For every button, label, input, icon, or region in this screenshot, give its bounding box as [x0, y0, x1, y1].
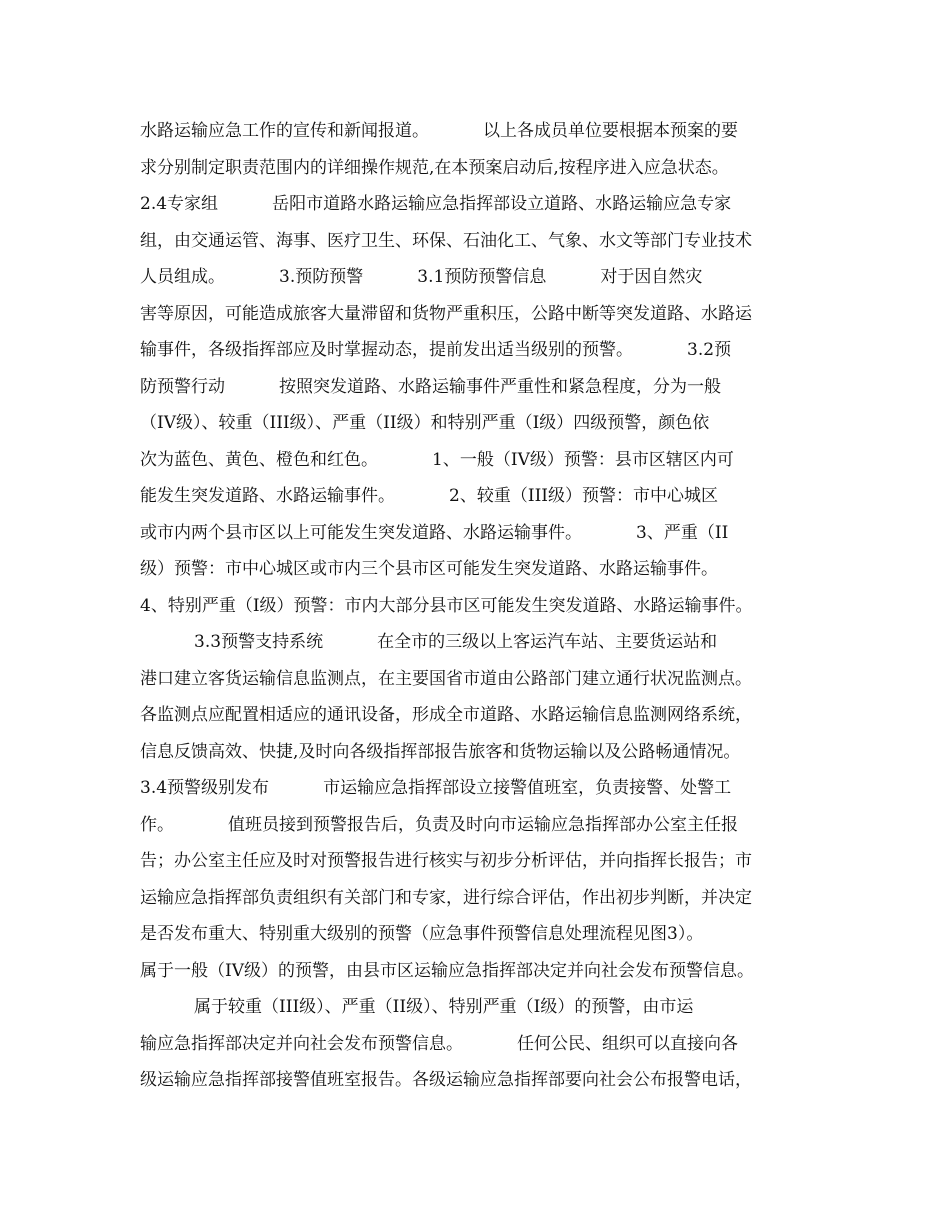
text-line: 3.4预警级别发布 市运输应急指挥部设立接警值班室，负责接警、处警工 [140, 778, 732, 798]
text-line: 或市内两个县市区以上可能发生突发道路、水路运输事件。 3、严重（II [140, 522, 729, 543]
text-line: 运输应急指挥部负责组织有关部门和专家，进行综合评估，作出初步判断，并决定 [140, 887, 752, 908]
text-line: 能发生突发道路、水路运输事件。 2、较重（III级）预警：市中心城区 [140, 486, 718, 506]
text-line: 输应急指挥部决定并向社会发布预警信息。 任何公民、组织可以直接向各 [140, 1033, 739, 1054]
text-line: 4、特别严重（I级）预警：市内大部分县市区可能发生突发道路、水路运输事件。 [140, 595, 753, 616]
text-line: 2.4专家组 岳阳市道路水路运输应急指挥部设立道路、水路运输应急专家 [140, 194, 732, 214]
text-line: 害等原因，可能造成旅客大量滞留和货物严重积压，公路中断等突发道路、水路运 [140, 303, 752, 324]
document-body [140, 113, 840, 1099]
text-line: 是否发布重大、特别重大级别的预警（应急事件预警信息处理流程见图3）。 [140, 924, 704, 944]
text-line: 各监测点应配置相适应的通讯设备，形成全市道路、水路运输信息监测网络系统， [140, 705, 752, 725]
text-line: 级运输应急指挥部接警值班室报告。各级运输应急指挥部要向社会公布报警电话， [140, 1070, 752, 1090]
text-line: 人员组成。 3.预防预警 3.1预防预警信息 对于因自然灾 [140, 267, 703, 287]
text-line: 水路运输应急工作的宣传和新闻报道。 以上各成员单位要根据本预案的要 [140, 121, 739, 141]
text-line: 3.3预警支持系统 在全市的三级以上客运汽车站、主要货运站和 [140, 632, 718, 652]
text-line: 信息反馈高效、快捷,及时向各级指挥部报告旅客和货物运输以及公路畅通情况。 [140, 741, 741, 762]
text-line: 级）预警：市中心城区或市内三个县市区可能发生突发道路、水路运输事件。 [140, 559, 718, 579]
text-line: 组，由交通运管、海事、医疗卫生、环保、石油化工、气象、水文等部门专业技术 [140, 230, 752, 251]
text-line: 输事件，各级指挥部应及时掌握动态，提前发出适当级别的预警。 3.2预 [140, 340, 732, 360]
text-line: 作。 值班员接到预警报告后，负责及时向市运输应急指挥部办公室主任报 [140, 814, 739, 835]
text-line: 告；办公室主任应及时对预警报告进行核实与初步分析评估，并向指挥长报告；市 [140, 851, 752, 871]
text-line: 港口建立客货运输信息监测点，在主要国省市道由公路部门建立通行状况监测点。 [140, 668, 752, 689]
text-line: 求分别制定职责范围内的详细操作规范,在本预案启动后,按程序进入应急状态。 [140, 157, 729, 178]
text-line: （IV级）、较重（III级）、严重（II级）和特别严重（I级）四级预警，颜色依 [140, 413, 710, 433]
text-line: 防预警行动 按照突发道路、水路运输事件严重性和紧急程度，分为一般 [140, 376, 722, 397]
text-line: 次为蓝色、黄色、橙色和红色。 1、一般（IV级）预警：县市区辖区内可 [140, 449, 734, 470]
text-line: 属于较重（III级）、严重（II级）、特别严重（I级）的预警，由市运 [140, 997, 694, 1017]
text-line: 属于一般（IV级）的预警，由县市区运输应急指挥部决定并向社会发布预警信息。 [140, 960, 754, 981]
